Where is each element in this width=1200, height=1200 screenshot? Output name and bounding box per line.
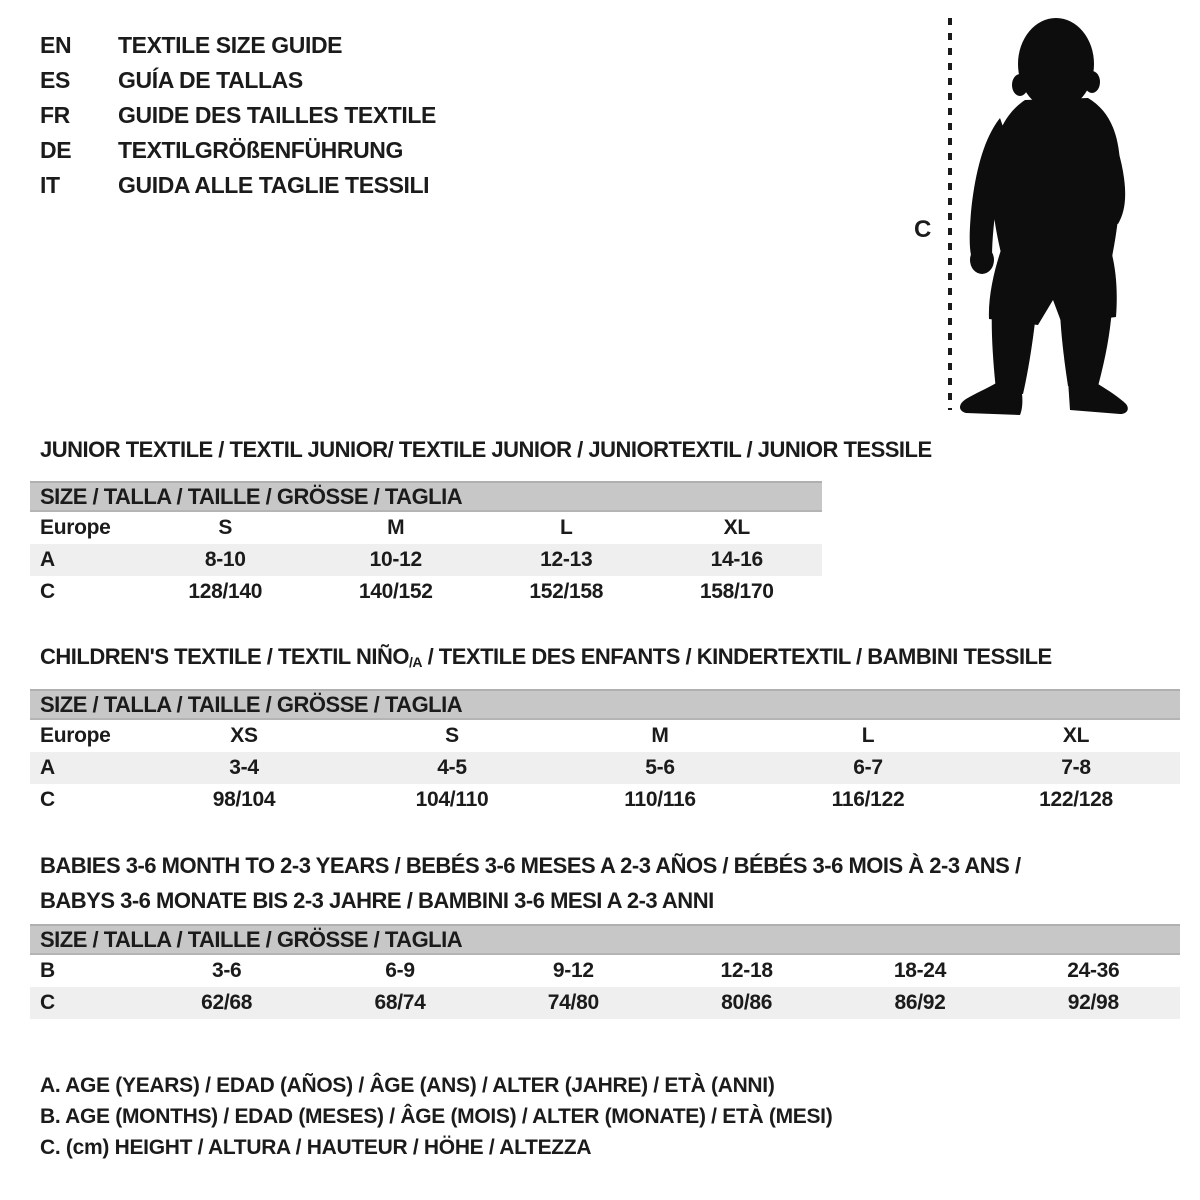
value-cell: 86/92 — [894, 991, 946, 1014]
value-cell: 8-10 — [204, 548, 246, 571]
value-cell: 24-36 — [1067, 959, 1120, 982]
value-cell: 158/170 — [699, 580, 774, 603]
value-cell: 5-6 — [645, 756, 675, 779]
row-label: C — [40, 991, 55, 1014]
value-cell: 92/98 — [1067, 991, 1119, 1014]
row-label: Europe — [40, 724, 111, 747]
value-cell: 140/152 — [358, 580, 433, 603]
guide-title: GUIDA ALLE TAGLIE TESSILI — [118, 172, 430, 198]
children-size-table — [30, 689, 1180, 816]
language-row — [40, 28, 436, 63]
children-section-title — [40, 644, 1052, 675]
value-cell: 7-8 — [1061, 756, 1091, 779]
table-row-europe — [30, 720, 1180, 752]
language-row — [40, 168, 436, 203]
language-row — [40, 63, 436, 98]
value-cell: 12-13 — [540, 548, 593, 571]
value-cell: 122/128 — [1039, 788, 1113, 811]
row-label: A — [40, 548, 55, 571]
row-label: A — [40, 756, 55, 779]
children-title-part1: CHILDREN'S TEXTILE / TEXTIL NIÑO — [40, 644, 409, 669]
value-cell: 3-4 — [229, 756, 259, 779]
size-header-band: SIZE / TALLA / TAILLE / GRÖSSE / TAGLIA — [30, 481, 822, 512]
language-row — [40, 133, 436, 168]
value-cell: 98/104 — [212, 788, 276, 811]
measurement-legend — [40, 1070, 832, 1163]
language-code: ES — [40, 67, 70, 93]
babies-title-line1: BABIES 3-6 MONTH TO 2-3 YEARS / BEBÉS 3-6 MESES A 2-3 AÑOS / BÉBÉS 3-6 MOIS À 2-3 ANS / — [40, 853, 1021, 878]
value-cell: 68/74 — [374, 991, 426, 1014]
language-code: FR — [40, 102, 70, 128]
value-cell: 12-18 — [720, 959, 773, 982]
value-cell: 116/122 — [831, 788, 905, 811]
legend-line-c: C. (cm) HEIGHT / ALTURA / HAUTEUR / HÖHE / ALTEZZA — [40, 1136, 592, 1159]
value-cell: 4-5 — [437, 756, 467, 779]
children-title-part2: / TEXTILE DES ENFANTS / KINDERTEXTIL / BAMBINI TESSILE — [421, 644, 1052, 669]
value-cell: 14-16 — [710, 548, 763, 571]
table-row-height — [30, 987, 1180, 1019]
table-row-age — [30, 752, 1180, 784]
size-cell: XL — [723, 516, 750, 539]
table-row-height — [30, 784, 1180, 816]
size-cell: XS — [230, 724, 258, 747]
row-label: C — [40, 788, 55, 811]
value-cell: 80/86 — [721, 991, 773, 1014]
value-cell: 128/140 — [188, 580, 263, 603]
value-cell: 104/110 — [415, 788, 489, 811]
size-header-band: SIZE / TALLA / TAILLE / GRÖSSE / TAGLIA — [30, 924, 1180, 955]
value-cell: 110/116 — [624, 788, 696, 811]
row-label: B — [40, 959, 55, 982]
language-code: DE — [40, 137, 72, 163]
value-cell: 62/68 — [201, 991, 253, 1014]
table-row-europe — [30, 512, 822, 544]
guide-title: GUIDE DES TAILLES TEXTILE — [118, 102, 436, 128]
value-cell: 74/80 — [547, 991, 599, 1014]
value-cell: 9-12 — [552, 959, 594, 982]
table-row-age-months — [30, 955, 1180, 987]
babies-title-line2: BABYS 3-6 MONATE BIS 2-3 JAHRE / BAMBINI 3-6 MESI A 2-3 ANNI — [40, 888, 714, 913]
value-cell: 3-6 — [211, 959, 242, 982]
guide-title: GUÍA DE TALLAS — [118, 67, 303, 93]
table-row-age — [30, 544, 822, 576]
legend-line-b: B. AGE (MONTHS) / EDAD (MESES) / ÂGE (MOIS) / ALTER (MONATE) / ETÀ (MESI) — [40, 1105, 833, 1128]
value-cell: 18-24 — [893, 959, 947, 982]
size-cell: M — [387, 516, 405, 539]
guide-title: TEXTILE SIZE GUIDE — [118, 32, 343, 58]
language-code: IT — [40, 172, 60, 198]
junior-section-title: JUNIOR TEXTILE / TEXTIL JUNIOR/ TEXTILE JUNIOR / JUNIORTEXTIL / JUNIOR TESSILE — [40, 437, 932, 462]
size-cell: M — [651, 724, 669, 747]
toddler-silhouette-icon — [940, 10, 1145, 420]
size-cell: S — [218, 516, 233, 539]
size-header-band: SIZE / TALLA / TAILLE / GRÖSSE / TAGLIA — [30, 689, 1180, 720]
size-cell: S — [445, 724, 459, 747]
babies-size-table — [30, 924, 1180, 1019]
size-cell: XL — [1062, 724, 1090, 747]
row-label: Europe — [40, 516, 111, 539]
language-code: EN — [40, 32, 72, 58]
value-cell: 6-9 — [385, 959, 415, 982]
row-label: C — [40, 580, 55, 603]
guide-title: TEXTILGRÖßENFÜHRUNG — [118, 137, 403, 163]
table-row-height — [30, 576, 822, 608]
junior-size-table — [30, 481, 822, 608]
size-cell: L — [559, 516, 573, 539]
toddler-silhouette-shape — [960, 18, 1128, 415]
children-title-sub: /A — [408, 654, 422, 670]
language-row — [40, 98, 436, 133]
language-title-list — [40, 28, 436, 203]
value-cell: 10-12 — [369, 548, 422, 571]
size-cell: L — [861, 724, 875, 747]
legend-line-a: A. AGE (YEARS) / EDAD (AÑOS) / ÂGE (ANS) / ALTER (JAHRE) / ETÀ (ANNI) — [40, 1074, 775, 1097]
value-cell: 6-7 — [853, 756, 883, 779]
babies-section-title — [40, 848, 1021, 918]
value-cell: 152/158 — [529, 580, 604, 603]
height-measure-label: C — [914, 216, 932, 243]
